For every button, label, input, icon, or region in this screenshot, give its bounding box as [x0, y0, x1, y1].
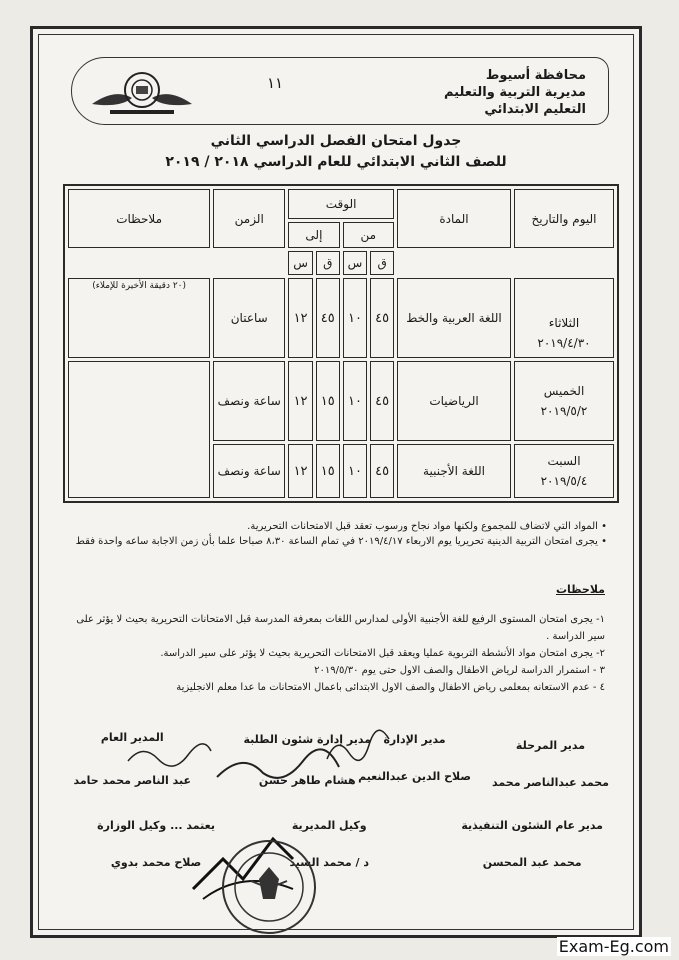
header-from-minute: ق — [370, 251, 394, 275]
header-time-label: الوقت — [325, 197, 357, 211]
note-bullet: • يجرى امتحان التربية الدينية تحريريا يوم الاربعاء ٢٠١٩/٤/١٧ في تمام الساعة ٨،٣٠ صباحا علما بأن زمن الاجابة ساعه واحدة فقط — [75, 536, 607, 547]
header-day-date: اليوم والتاريخ — [514, 189, 614, 248]
governorate-label: محافظة أسيوط — [485, 68, 586, 83]
signature-executive-affairs: مدير عام الشئون التنفيذية محمد عبد المحسن — [461, 819, 603, 869]
day-label: السبت — [547, 454, 581, 468]
from-hour-cell: ١٠ — [343, 278, 368, 358]
header-notes: ملاحظات — [68, 189, 210, 248]
to-minute-cell: ١٥ — [316, 361, 340, 441]
header-text — [444, 67, 586, 118]
note-item: ٤ - عدم الاستعانه بمعلمى رياض الاطفال والصف الاول الابتدائى باعمال الامتحانات ما عدا معلم الانجليزية — [176, 682, 605, 693]
subject-cell: اللغة الأجنبية — [397, 444, 511, 498]
note-item: ٢- يجرى امتحان مواد الأنشطة التربوية عمليا ويعقد قبل الامتحانات التحريرية بحيث لا يؤثر على سير الدراسة. — [160, 648, 605, 659]
date-label: ٢٠١٩/٤/٣٠ — [537, 336, 591, 350]
header-to-minute: ق — [316, 251, 340, 275]
to-hour-cell: ١٢ — [288, 278, 313, 358]
note-item: ١- يجرى امتحان المستوى الرفيع للغة الأجنبية الأولى لمدارس اللغات بمعرفة المدرسة قبل الامتحانات التحريرية بحيث لا يؤثر على سير الدراسة . — [76, 614, 605, 642]
header-box — [71, 57, 609, 125]
directorate-logo — [90, 64, 194, 118]
schedule-subtitle: للصف الثاني الابتدائي للعام الدراسي ٢٠١٨ / ٢٠١٩ — [165, 154, 507, 170]
to-hour-cell: ١٢ — [288, 361, 313, 441]
signature-admin-director: مدير الإدارة صلاح الدين عبدالنعيم — [358, 733, 471, 783]
day-label: الثلاثاء — [548, 316, 580, 330]
watermark-label: Exam-Eg.com — [558, 937, 669, 956]
date-label: ٢٠١٩/٥/٤ — [540, 474, 588, 488]
signature-student-affairs: مدير إدارة شئون الطلبة هشام طاهر حسن — [243, 733, 371, 787]
from-minute-cell: ٤٥ — [370, 361, 394, 441]
note-item: ٣ - استمرار الدراسة لرياض الاطفال والصف الاول حتى يوم ٢٠١٩/٥/٣٠ — [314, 665, 605, 676]
document-number: ١١ — [267, 74, 284, 92]
header-subject: المادة — [397, 189, 511, 248]
signature-scribble-icon — [323, 729, 393, 769]
exam-schedule-table — [63, 184, 619, 503]
subject-cell: اللغة العربية والخط — [397, 278, 511, 358]
from-hour-cell: ١٠ — [343, 361, 368, 441]
document-sheet — [30, 26, 642, 938]
schedule-title: جدول امتحان الفصل الدراسي الثاني — [210, 133, 462, 149]
header-to: إلى — [288, 222, 339, 248]
to-hour-cell: ١٢ — [288, 444, 313, 498]
signature-deputy-minister: يعتمد ... وكيل الوزارة صلاح محمد بدوي — [97, 819, 215, 869]
date-label: ٢٠١٩/٥/٢ — [540, 404, 588, 418]
department-label: التعليم الابتدائي — [484, 102, 586, 117]
signature-deputy-directorate: وكيل المديرية د / محمد السيد — [289, 819, 369, 869]
from-hour-cell: ١٠ — [343, 444, 368, 498]
from-minute-cell: ٤٥ — [370, 444, 394, 498]
table-row — [68, 278, 614, 358]
to-minute-cell: ١٥ — [316, 444, 340, 498]
subject-cell: الرياضيات — [397, 361, 511, 441]
signature-general-director: المدير العام عبد الناصر محمد حامد — [73, 731, 191, 787]
note-cell: (٢٠ دقيقة الأخيرة للإملاء) — [68, 278, 210, 358]
table-row — [68, 361, 614, 441]
note-cell — [68, 361, 210, 498]
from-minute-cell: ٤٥ — [370, 278, 394, 358]
day-date-cell — [514, 361, 614, 441]
note-bullet: • المواد التي لاتضاف للمجموع ولكنها مواد نجاح ورسوب تعقد قبل الامتحانات التحريرية. — [247, 521, 607, 532]
header-time — [288, 189, 394, 219]
duration-cell: ساعة ونصف — [213, 444, 285, 498]
general-notes — [47, 519, 607, 549]
to-minute-cell: ٤٥ — [316, 278, 340, 358]
duration-cell: ساعة ونصف — [213, 361, 285, 441]
header-duration: الزمن — [213, 189, 285, 248]
day-date-cell — [514, 444, 614, 498]
notes-list — [65, 611, 605, 696]
header-from: من — [343, 222, 394, 248]
duration-cell: ساعتان — [213, 278, 285, 358]
header-from-hour: س — [343, 251, 368, 275]
signature-stage-director: مدير المرحلة محمد عبدالناصر محمد — [492, 739, 609, 789]
official-seal-icon — [219, 837, 319, 937]
header-to-hour: س — [288, 251, 313, 275]
directorate-label: مديرية التربية والتعليم — [443, 85, 586, 100]
signature-scribble-icon — [123, 741, 213, 771]
notes-heading: ملاحظات — [556, 583, 605, 596]
day-date-cell — [514, 278, 614, 358]
day-label: الخميس — [543, 384, 585, 398]
